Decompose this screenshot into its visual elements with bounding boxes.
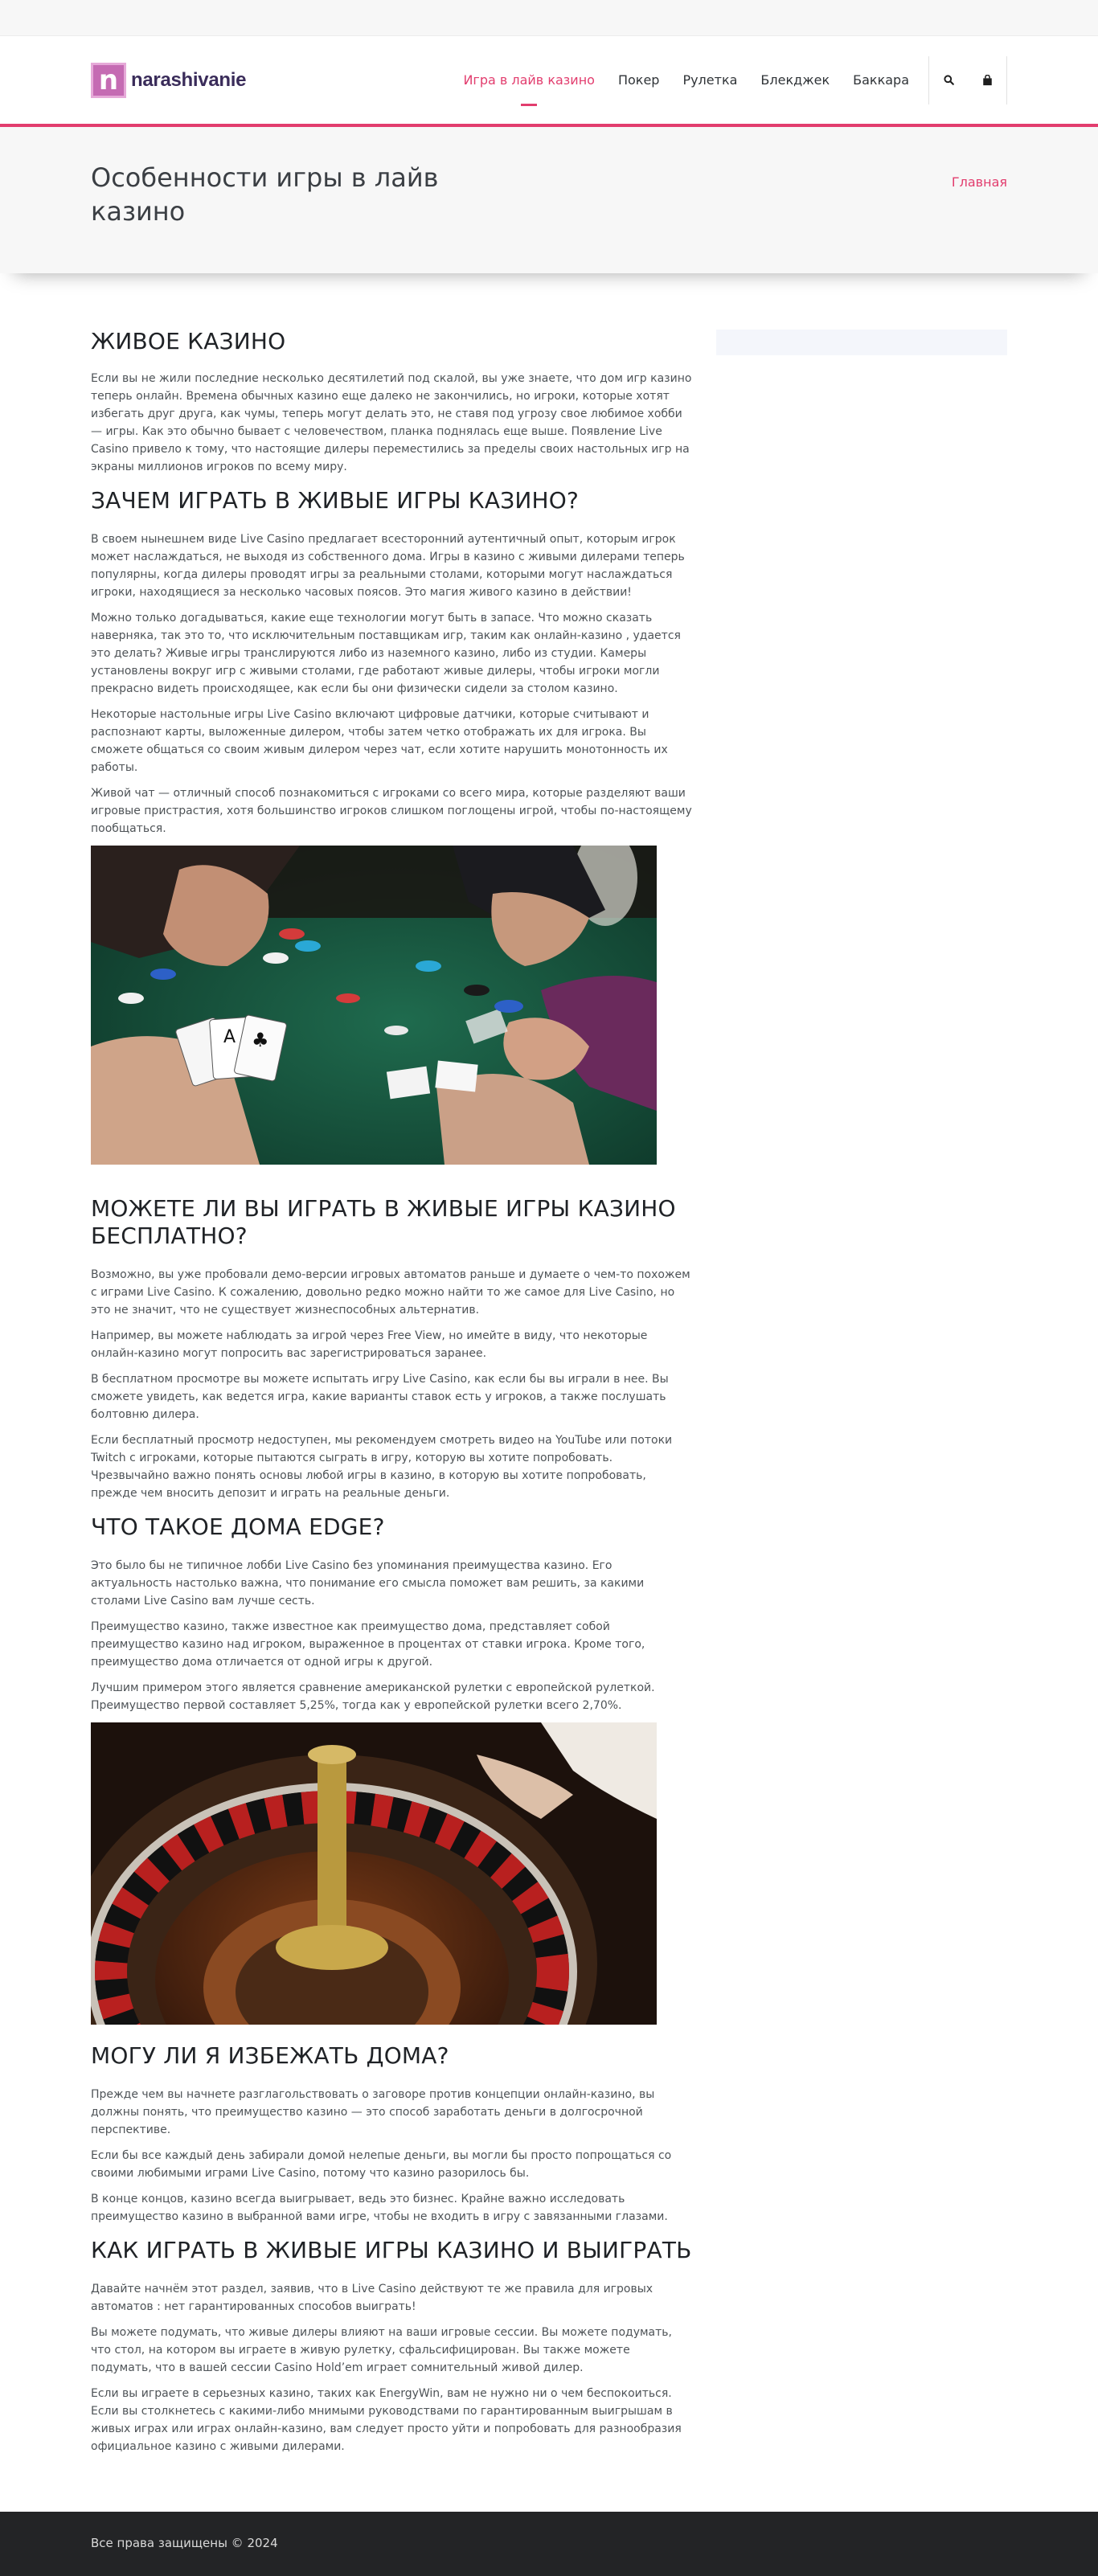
- nav-tools: [928, 56, 1007, 104]
- logo-mark: n: [91, 63, 126, 98]
- page-title-band: [0, 127, 1098, 273]
- poker-table-photo: [91, 846, 657, 1165]
- page-title: Особенности игры в лайв казино: [91, 162, 439, 227]
- paragraph: Например, вы можете наблюдать за игрой через Free View, но имейте в виду, что некоторые онлайн-казино могут попросить вас зарегистрироваться заранее.: [91, 1329, 648, 1360]
- svg-text:A: A: [223, 1027, 236, 1047]
- main-content: [91, 273, 1007, 2512]
- sidebar-widget: [716, 330, 1007, 355]
- paragraph: Вы можете подумать, что живые дилеры влияют на ваши игровые сессии. Вы можете подумать, что стол, на котором вы играете в живую рулетку, сфальсифицирован. Вы также можете подумать, что в вашей сессии Casino Hold’em играет сомнительный живой дилер.: [91, 2326, 672, 2374]
- paragraph: Это было бы не типичное лобби Live Casino без упоминания преимущества казино. Его актуальность настолько важна, что понимание его смысла поможет вам решить, за какими столами Live Casino вам лучше сесть.: [91, 1559, 645, 1607]
- site-footer: [0, 2512, 1098, 2576]
- paragraph: Если вы не жили последние несколько десятилетий под скалой, вы уже знаете, что дом игр казино теперь онлайн. Времена обычных казино еще далеко не закончились, но игроки, которые хотят избегать друг друга, как чумы, теперь могут делать это, не ставя под угрозу свое любимое хобби — игры. Как это обычно бывает с человечеством, планка поднялась еще выше. Появление Live Casino привело к тому, что настоящие дилеры переместились за пределы своих настольных игр на экраны миллионов игроков по всему миру.: [91, 372, 692, 473]
- search-icon: [944, 75, 954, 85]
- paragraph: Давайте начнём этот раздел, заявив, что в Live Casino действуют те же правила для игровых автоматов : нет гарантированных способов выиграть!: [91, 2283, 653, 2313]
- breadcrumb-home-link[interactable]: Главная: [951, 174, 1007, 190]
- search-button[interactable]: [929, 56, 968, 104]
- section-heading-play-free: МОЖЕТЕ ЛИ ВЫ ИГРАТЬ В ЖИВЫЕ ИГРЫ КАЗИНО БЕСПЛАТНО?: [91, 1195, 676, 1249]
- paragraph: Возможно, вы уже пробовали демо-версии игровых автоматов раньше и думаете о чем-то похожем с играми Live Casino. К сожалению, довольно редко можно найти то же самое для Live Casino, но это не значит, что не существует жизнеспособных альтернатив.: [91, 1268, 690, 1317]
- paragraph: Если бесплатный просмотр недоступен, мы рекомендуем смотреть видео на YouTube или потоки Twitch с игроками, которые пытаются сыграть в игру, которую вы хотите попробовать. Чрезвычайно важно понять основы любой игры в казино, в которую вы хотите попробовать, прежде чем вносить депозит и играть на реальные деньги.: [91, 1434, 673, 1500]
- paragraph: В конце концов, казино всегда выигрывает, ведь это бизнес. Крайне важно исследовать преимущество казино в выбранной вами игре, чтобы не входить в игру с завязанными глазами.: [91, 2193, 668, 2223]
- section-heading-how-to-win: КАК ИГРАТЬ В ЖИВЫЕ ИГРЫ КАЗИНО И ВЫИГРАТЬ: [91, 2237, 692, 2263]
- section-heading-why-play: ЗАЧЕМ ИГРАТЬ В ЖИВЫЕ ИГРЫ КАЗИНО?: [91, 487, 580, 514]
- paragraph: Преимущество казино, также известное как преимущество дома, представляет собой преимущество казино над игроком, выраженное в процентах от ставки игрока. Кроме того, преимущество дома отличается от одной игры к другой.: [91, 1620, 645, 1669]
- nav-item-roulette[interactable]: Рулетка: [682, 72, 738, 88]
- paragraph: Лучшим примером этого является сравнение американской рулетки с европейской рулеткой. Преимущество первой составляет 5,25%, тогда как у европейской рулетки всего 2,70%.: [91, 1681, 655, 1712]
- paragraph: В своем нынешнем виде Live Casino предлагает всесторонний аутентичный опыт, которым игрок может наслаждаться, не выходя из собственного дома. Игры в казино с живыми дилерами теперь популярны, когда дилеры проводят игры за реальными столами, которыми могут наслаждаться игроки, находящиеся за несколько часовых поясов. Это магия живого казино в действии!: [91, 533, 685, 599]
- article: [91, 328, 694, 2463]
- nav-item-live-casino[interactable]: Игра в лайв казино: [463, 36, 595, 124]
- site-header: [0, 36, 1098, 127]
- svg-text:♣: ♣: [252, 1029, 269, 1051]
- logo-text: narashivanie: [131, 68, 247, 91]
- section-heading-live-casino: ЖИВОЕ КАЗИНО: [91, 328, 286, 354]
- copyright-text: Все права защищены © 2024: [91, 2536, 278, 2550]
- paragraph: В бесплатном просмотре вы можете испытать игру Live Casino, как если бы вы играли в нее. Вы сможете увидеть, как ведется игра, какие варианты ставок есть у игроков, а также послушать болтовню дилера.: [91, 1373, 669, 1421]
- nav-item-poker[interactable]: Покер: [617, 72, 660, 88]
- paragraph: Прежде чем вы начнете разглагольствовать о заговоре против концепции онлайн-казино, вы должны понять, что преимущество казино — это способ заработать деньги в долгосрочной перспективе.: [91, 2088, 655, 2136]
- paragraph: Если вы играете в серьезных казино, таких как EnergyWin, вам не нужно ни о чем беспокоиться. Если вы столкнетесь с какими-либо мнимыми руководствами по гарантированным выигрышам в живых играх или играх онлайн-казино, вам следует просто уйти и попробовать для разнообразия официальное казино с живыми дилерами.: [91, 2387, 682, 2453]
- paragraph: Живой чат — отличный способ познакомиться с игроками со всего мира, которые разделяют ваши игровые пристрастия, хотя большинство игроков слишком поглощены игрой, чтобы по-настоящему пообщаться.: [91, 787, 692, 835]
- section-heading-house-edge: ЧТО ТАКОЕ ДОМА EDGE?: [91, 1513, 385, 1540]
- roulette-wheel-photo: [91, 1722, 657, 2025]
- paragraph: Некоторые настольные игры Live Casino включают цифровые датчики, которые считывают и распознают карты, выложенные дилером, чтобы затем четко отображать их для игрока. Вы сможете общаться со своим живым дилером через чат, если хотите нарушить монотонность их работы.: [91, 708, 668, 774]
- main-nav: [440, 36, 1007, 124]
- cart-button[interactable]: [968, 56, 1006, 104]
- nav-item-baccarat[interactable]: Баккара: [853, 72, 909, 88]
- paragraph: Можно только догадываться, какие еще технологии могут быть в запасе. Что можно сказать наверняка, так это то, что исключительным поставщикам игр, таким как онлайн-казино , удается это делать? Живые игры транслируются либо из наземного казино, либо из студии. Камеры установлены вокруг игр с живыми столами, где работают живые дилеры, чтобы игроки могли прекрасно видеть происходящее, как если бы они физически сидели за столом казино.: [91, 612, 681, 695]
- nav-item-blackjack[interactable]: Блекджек: [760, 72, 830, 88]
- top-bar: [0, 0, 1098, 36]
- shopping-bag-icon: [982, 75, 993, 86]
- sidebar: [716, 328, 1007, 2463]
- paragraph: Если бы все каждый день забирали домой нелепые деньги, вы могли бы просто попрощаться со своими любимыми играми Live Casino, потому что казино разорилось бы.: [91, 2149, 672, 2180]
- site-logo[interactable]: [91, 63, 246, 98]
- section-heading-avoid-house: МОГУ ЛИ Я ИЗБЕЖАТЬ ДОМА?: [91, 2042, 449, 2069]
